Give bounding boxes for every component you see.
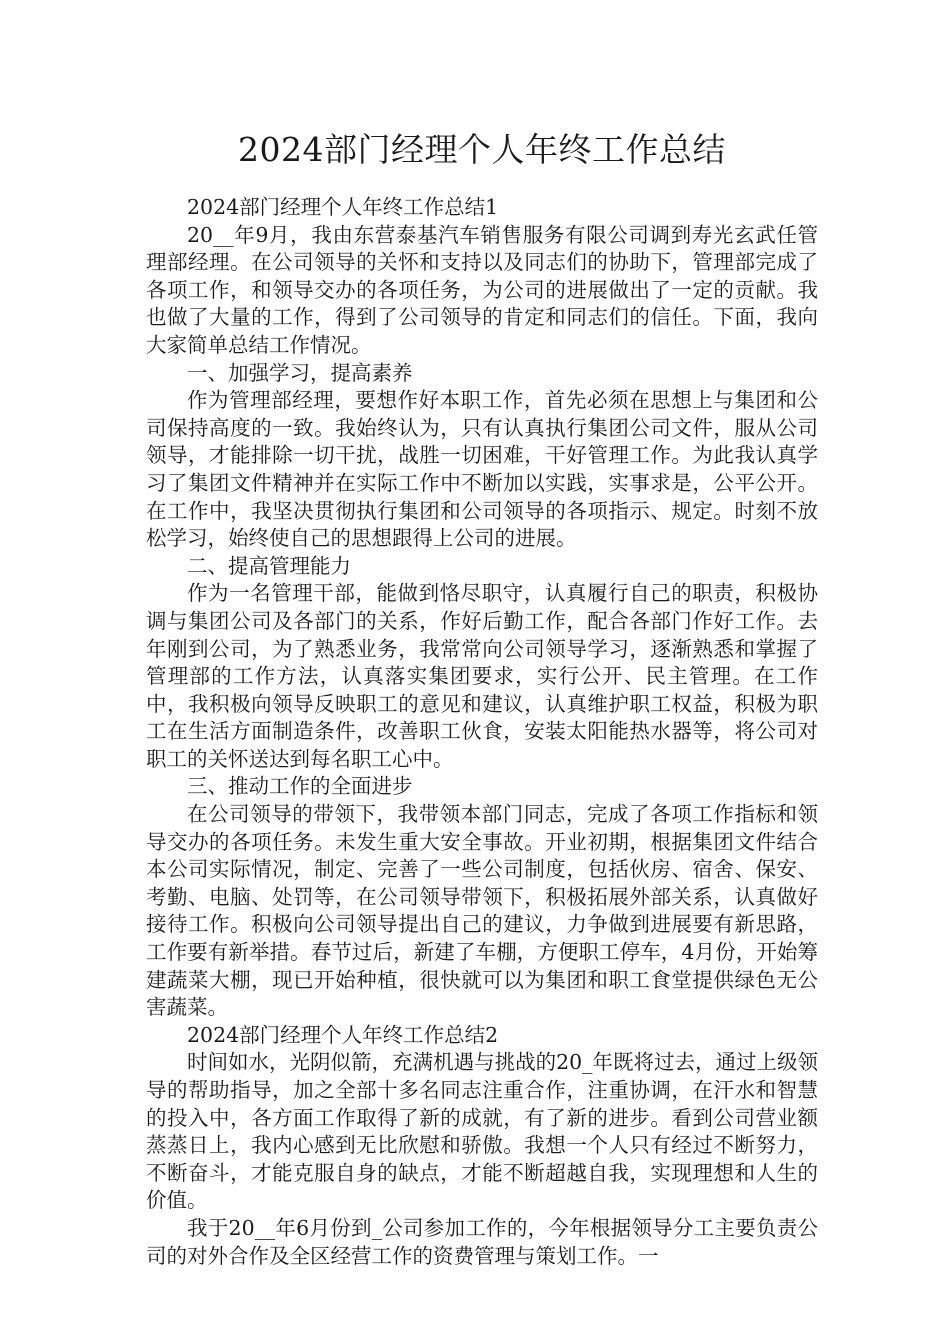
section-heading-1: 2024部门经理个人年终工作总结1 (187, 195, 499, 219)
paragraph: 作为管理部经理，要想作好本职工作，首先必须在思想上与集团和公司保持高度的一致。我始终认为，只有认真执行集团公司文件，服从公司领导，才能排除一切干扰，战胜一切困难，干好管理工作。为此我认真学习了集团文件精神并在实际工作中不断加以实践，实事求是，公平公开。在工作中，我坚决贯彻执行集团和公司领导的各项指示、规定。时刻不放松学习，始终使自己的思想跟得上公司的进展。 (146, 388, 818, 551)
document-page (146, 0, 818, 1270)
subheading: 二、提高管理能力 (187, 553, 351, 578)
document-body (146, 194, 818, 1270)
document-title: 2024部门经理个人年终工作总结 (238, 130, 726, 169)
paragraph: 20__年9月，我由东营泰基汽车销售服务有限公司调到寿光玄武任管理部经理。在公司领导的关怀和支持以及同志们的协助下，管理部完成了各项工作，和领导交办的各项任务，为公司的进展做出了一定的贡献。我也做了大量的工作，得到了公司领导的肯定和同志们的信任。下面，我向大家简单总结工作情况。 (146, 222, 818, 357)
paragraph: 作为一名管理干部，能做到恪尽职守，认真履行自己的职责，积极协调与集团公司及各部门的关系，作好后勤工作，配合各部门作好工作。去年刚到公司，为了熟悉业务，我常常向公司领导学习，逐渐熟悉和掌握了管理部的工作方法，认真落实集团要求，实行公开、民主管理。在工作中，我积极向领导反映职工的意见和建议，认真维护职工权益，积极为职工在生活方面制造条件，改善职工伙食，安装太阳能热水器等，将公司对职工的关怀送达到每名职工心中。 (146, 581, 818, 771)
paragraph: 我于20__年6月份到_公司参加工作的，今年根据领导分工主要负责公司的对外合作及全区经营工作的资费管理与策划工作。一 (146, 1215, 818, 1268)
paragraph: 时间如水，光阴似箭，充满机遇与挑战的20_年既将过去，通过上级领导的帮助指导，加之全部十多名同志注重合作，注重协调，在汗水和智慧的投入中，各方面工作取得了新的成就，有了新的进步。看到公司营业额蒸蒸日上，我内心感到无比欣慰和骄傲。我想一个人只有经过不断努力，不断奋斗，才能克服自身的缺点，才能不断超越自我，实现理想和人生的价值。 (146, 1050, 818, 1213)
paragraph: 在公司领导的带领下，我带领本部门同志，完成了各项工作指标和领导交办的各项任务。未发生重大安全事故。开业初期，根据集团文件结合本公司实际情况，制定、完善了一些公司制度，包括伙房、宿舍、保安、考勤、电脑、处罚等，在公司领导带领下，积极拓展外部关系，认真做好接待工作。积极向公司领导提出自己的建议，力争做到进展要有新思路，工作要有新举措。春节过后，新建了车棚，方便职工停车，4月份，开始筹建蔬菜大棚，现已开始种植，很快就可以为集团和职工食堂提供绿色无公害蔬菜。 (146, 802, 818, 1020)
subheading: 一、加强学习，提高素养 (187, 360, 413, 385)
subheading: 三、推动工作的全面进步 (187, 774, 413, 799)
section-heading-2: 2024部门经理个人年终工作总结2 (187, 1022, 499, 1047)
